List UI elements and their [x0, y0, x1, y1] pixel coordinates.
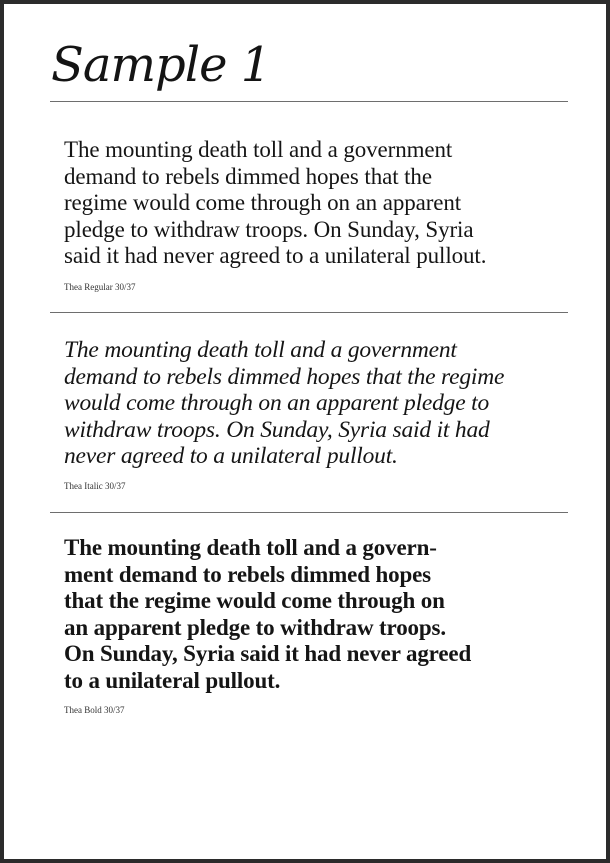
italic-sample-caption: Thea Italic 30/37 [64, 481, 126, 491]
title-divider [50, 101, 568, 102]
bold-sample-text [64, 535, 564, 695]
regular-sample-caption: Thea Regular 30/37 [64, 282, 136, 292]
text-line: never agreed to a unilateral pullout. [64, 443, 398, 470]
text-line: withdraw troops. On Sunday, Syria said it had [64, 416, 490, 443]
text-line: regime would come through on an apparent [64, 190, 462, 216]
text-line: The mounting death toll and a government [64, 137, 453, 162]
regular-sample-text [64, 137, 564, 270]
text-line: The mounting death toll and a govern- [64, 535, 437, 560]
section-divider [50, 312, 568, 313]
italic-sample-text [64, 337, 564, 470]
text-line: pledge to withdraw troops. On Sunday, Syria [64, 216, 474, 242]
text-line: On Sunday, Syria said it had never agreed [64, 641, 472, 667]
bold-sample-caption: Thea Bold 30/37 [64, 705, 125, 715]
page-title: Sample 1 [51, 37, 271, 93]
text-line: an apparent pledge to withdraw troops. [64, 614, 446, 640]
text-line: to a unilateral pullout. [64, 667, 281, 693]
text-line: demand to rebels dimmed hopes that the regime [64, 363, 505, 390]
text-line: ment demand to rebels dimmed hopes [64, 561, 431, 587]
text-line: demand to rebels dimmed hopes that the [64, 163, 432, 189]
text-line: The mounting death toll and a government [64, 337, 457, 363]
text-line: that the regime would come through on [64, 588, 445, 614]
text-line: said it had never agreed to a unilateral pullout. [64, 243, 487, 269]
text-line: would come through on an apparent pledge to [64, 390, 490, 417]
section-divider [50, 512, 568, 513]
